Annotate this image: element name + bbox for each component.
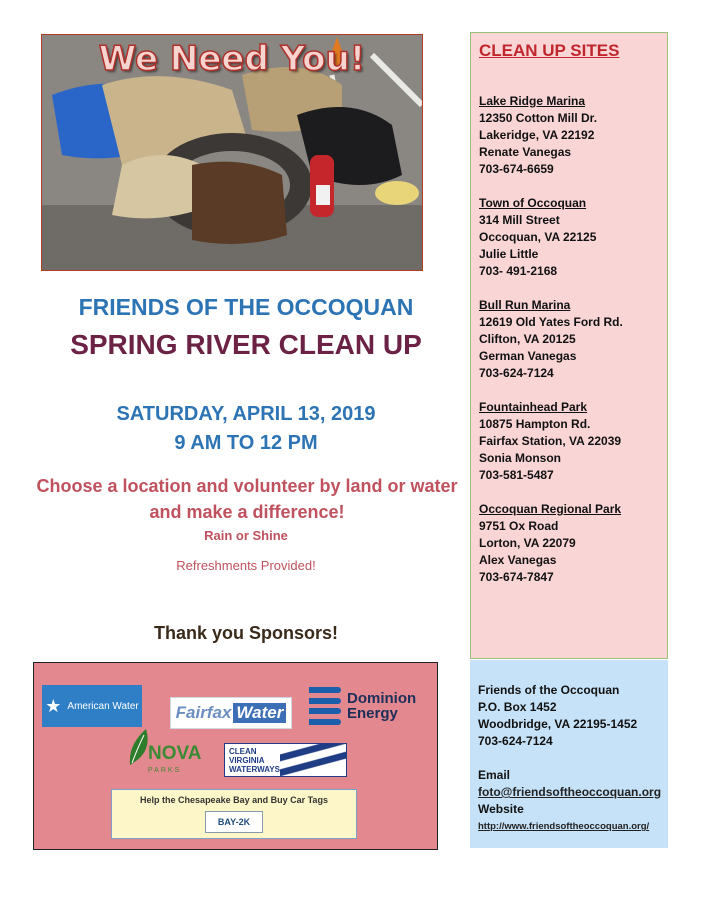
site-item: [479, 297, 659, 382]
american-water-logo: [42, 685, 142, 727]
contact-phone: 703-624-7124: [478, 734, 553, 748]
virginia-text: VIRGINIA: [229, 755, 265, 765]
contact-panel: [470, 660, 668, 848]
site-city: Occoquan, VA 22125: [479, 230, 597, 244]
dominion-text: Dominion: [347, 690, 417, 707]
site-address: 314 Mill Street: [479, 213, 560, 227]
fairfax-water-logo: [170, 697, 292, 729]
site-address: 12619 Old Yates Ford Rd.: [479, 315, 623, 329]
cleanup-sites-panel: [470, 32, 668, 659]
event-title: SPRING RIVER CLEAN UP: [70, 329, 422, 360]
event-date: SATURDAY, APRIL 13, 2019: [116, 403, 376, 425]
rain-note: Rain or Shine: [204, 528, 288, 543]
hero-photo: [41, 34, 423, 271]
photo-title: We Need You!: [98, 39, 366, 79]
site-phone: 703-674-7847: [479, 570, 554, 584]
star-icon: ★: [45, 695, 62, 716]
site-item: [479, 93, 659, 178]
site-name: Town of Occoquan: [479, 196, 587, 210]
nova-parks-logo: [126, 727, 202, 779]
site-item: [479, 195, 659, 280]
site-contact: Alex Vanegas: [479, 553, 557, 567]
fairfax-text: Fairfax: [175, 703, 232, 722]
waterways-text: WATERWAYS: [229, 764, 280, 774]
site-phone: 703-674-6659: [479, 162, 554, 176]
site-name: Bull Run Marina: [479, 298, 571, 312]
clean-virginia-waterways-logo: [224, 743, 347, 777]
site-name: Occoquan Regional Park: [479, 502, 622, 516]
chesapeake-bay-logo: [111, 789, 357, 839]
parks-text: PARKS: [148, 767, 182, 774]
site-phone: 703-581-5487: [479, 468, 554, 482]
american-water-text: American Water: [67, 700, 139, 712]
refreshments-note: Refreshments Provided!: [176, 558, 316, 573]
dominion-energy-logo: [309, 685, 429, 727]
site-item: [479, 399, 659, 484]
site-contact: Julie Little: [479, 247, 539, 261]
chesapeake-bay-text: Help the Chesapeake Bay and Buy Car Tags: [140, 795, 328, 805]
waves-icon: [280, 744, 346, 776]
cta-line-2: and make a difference!: [149, 502, 345, 522]
event-datetime: [40, 400, 452, 458]
site-name: Lake Ridge Marina: [479, 94, 586, 108]
sites-title: CLEAN UP SITES: [479, 41, 620, 60]
site-list: [479, 93, 659, 586]
site-item: [479, 501, 659, 586]
site-name: Fountainhead Park: [479, 400, 588, 414]
website-label: Website: [478, 802, 524, 816]
nova-text: NOVA: [148, 743, 202, 764]
site-contact: Sonia Monson: [479, 451, 561, 465]
cta-line-1: Choose a location and volunteer by land or water: [36, 476, 458, 496]
site-phone: 703- 491-2168: [479, 264, 558, 278]
contact-city: Woodbridge, VA 22195-1452: [478, 717, 638, 731]
org-heading: FRIENDS OF THE OCCOQUAN: [78, 294, 414, 320]
event-time: 9 AM TO 12 PM: [174, 432, 318, 454]
email-label: Email: [478, 768, 511, 782]
email-link[interactable]: foto@friendsoftheoccoquan.org: [478, 785, 662, 799]
contact-org: Friends of the Occoquan: [478, 683, 620, 697]
call-to-action: [28, 473, 466, 525]
site-address: 12350 Cotton Mill Dr.: [479, 111, 598, 125]
site-address: 10875 Hampton Rd.: [479, 417, 591, 431]
sponsors-panel: [33, 662, 438, 850]
site-city: Clifton, VA 20125: [479, 332, 576, 346]
site-city: Fairfax Station, VA 22039: [479, 434, 622, 448]
site-city: Lorton, VA 22079: [479, 536, 576, 550]
water-text: Water: [233, 703, 286, 723]
site-address: 9751 Ox Road: [479, 519, 559, 533]
energy-text: Energy: [347, 705, 398, 722]
sponsors-heading: Thank you Sponsors!: [153, 623, 339, 643]
clean-text: CLEAN: [229, 746, 257, 756]
dominion-stripes-icon: [309, 687, 341, 725]
site-phone: 703-624-7124: [479, 366, 554, 380]
license-plate: BAY-2K: [205, 811, 263, 833]
site-contact: German Vanegas: [479, 349, 577, 363]
contact-box: P.O. Box 1452: [478, 700, 557, 714]
site-city: Lakeridge, VA 22192: [479, 128, 595, 142]
site-contact: Renate Vanegas: [479, 145, 572, 159]
website-link[interactable]: http://www.friendsoftheoccoquan.org/: [478, 821, 650, 832]
